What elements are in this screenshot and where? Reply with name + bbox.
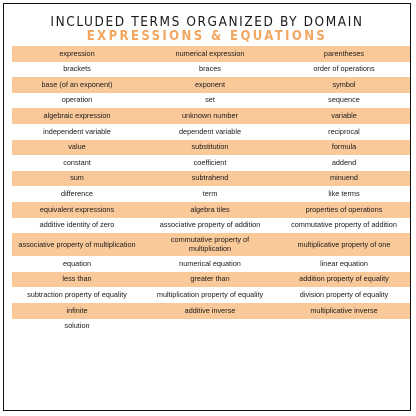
term-cell: like terms (328, 189, 360, 199)
table-row (12, 256, 410, 272)
term-cell: unknown number (182, 111, 238, 121)
term-cell: addend (331, 157, 357, 167)
term-cell: division property of equality (299, 290, 389, 299)
table-row (12, 287, 410, 303)
term-cell: difference (61, 189, 93, 199)
term-cell: multiplicative inverse (310, 305, 378, 315)
table-row (12, 46, 410, 62)
term-cell: parentheses (323, 48, 365, 58)
table-row (12, 140, 410, 156)
term-cell: subtraction property of equality (27, 290, 127, 299)
term-cell: linear equation (320, 258, 368, 268)
term-cell: addition property of equality (299, 274, 389, 284)
table-row (12, 155, 410, 171)
term-cell: minuend (330, 173, 358, 183)
term-cell: substitution (191, 142, 229, 152)
term-cell: base (of an exponent) (41, 79, 113, 89)
term-cell: term (202, 189, 218, 199)
term-cell: variable (331, 111, 357, 121)
term-cell: exponent (194, 79, 226, 89)
term-cell: braces (199, 64, 221, 74)
term-cell: multiplicative property of one (297, 239, 391, 249)
table-row (12, 77, 410, 93)
term-cell: formula (331, 142, 357, 152)
table-row (12, 62, 410, 78)
term-cell: set (205, 95, 215, 105)
terms-table (12, 46, 410, 334)
term-cell: equivalent expressions (39, 204, 115, 214)
term-cell: less than (62, 274, 92, 284)
term-cell: sum (70, 173, 84, 183)
table-row (12, 218, 410, 234)
term-cell: commutative property of multiplication (170, 235, 250, 253)
term-cell: order of operations (313, 64, 375, 74)
term-cell: algebra tiles (190, 204, 230, 214)
table-row (12, 171, 410, 187)
term-cell: coefficient (193, 157, 227, 167)
term-cell: additive identity of zero (39, 220, 115, 230)
term-cell: additive inverse (184, 305, 236, 315)
term-cell: properties of operations (305, 204, 383, 214)
term-cell: symbol (332, 79, 356, 89)
table-row (12, 272, 410, 288)
table-row (12, 108, 410, 124)
term-cell: value (68, 142, 86, 152)
term-cell: greater than (190, 274, 230, 284)
table-row (12, 93, 410, 109)
term-cell: numerical equation (179, 258, 241, 268)
term-cell: independent variable (43, 126, 111, 136)
table-row (12, 303, 410, 319)
term-cell: infinite (66, 305, 88, 315)
term-cell: operation (61, 95, 93, 105)
term-cell: numerical expression (175, 48, 245, 58)
term-cell: solution (64, 321, 90, 331)
table-row (12, 124, 410, 140)
term-cell: associative property of multiplication (18, 239, 136, 249)
term-cell: associative property of addition (159, 220, 261, 230)
term-cell: algebraic expression (43, 111, 111, 121)
page-title: INCLUDED TERMS ORGANIZED BY DOMAIN (50, 14, 364, 30)
term-cell: dependent variable (178, 126, 242, 136)
term-cell: constant (63, 157, 91, 167)
term-cell: brackets (63, 64, 91, 74)
page-frame (3, 3, 411, 411)
term-cell: equation (63, 258, 91, 268)
term-cell: sequence (328, 95, 360, 105)
table-row (12, 186, 410, 202)
table-row (12, 202, 410, 218)
table-row (12, 233, 410, 256)
term-cell: multiplication property of equality (156, 290, 264, 299)
term-cell: subtrahend (191, 173, 229, 183)
term-cell: reciprocal (328, 126, 360, 136)
term-cell: commutative property of addition (291, 220, 397, 230)
term-cell: expression (59, 48, 95, 58)
page-subtitle: EXPRESSIONS & EQUATIONS (86, 29, 328, 44)
table-row (12, 319, 410, 335)
